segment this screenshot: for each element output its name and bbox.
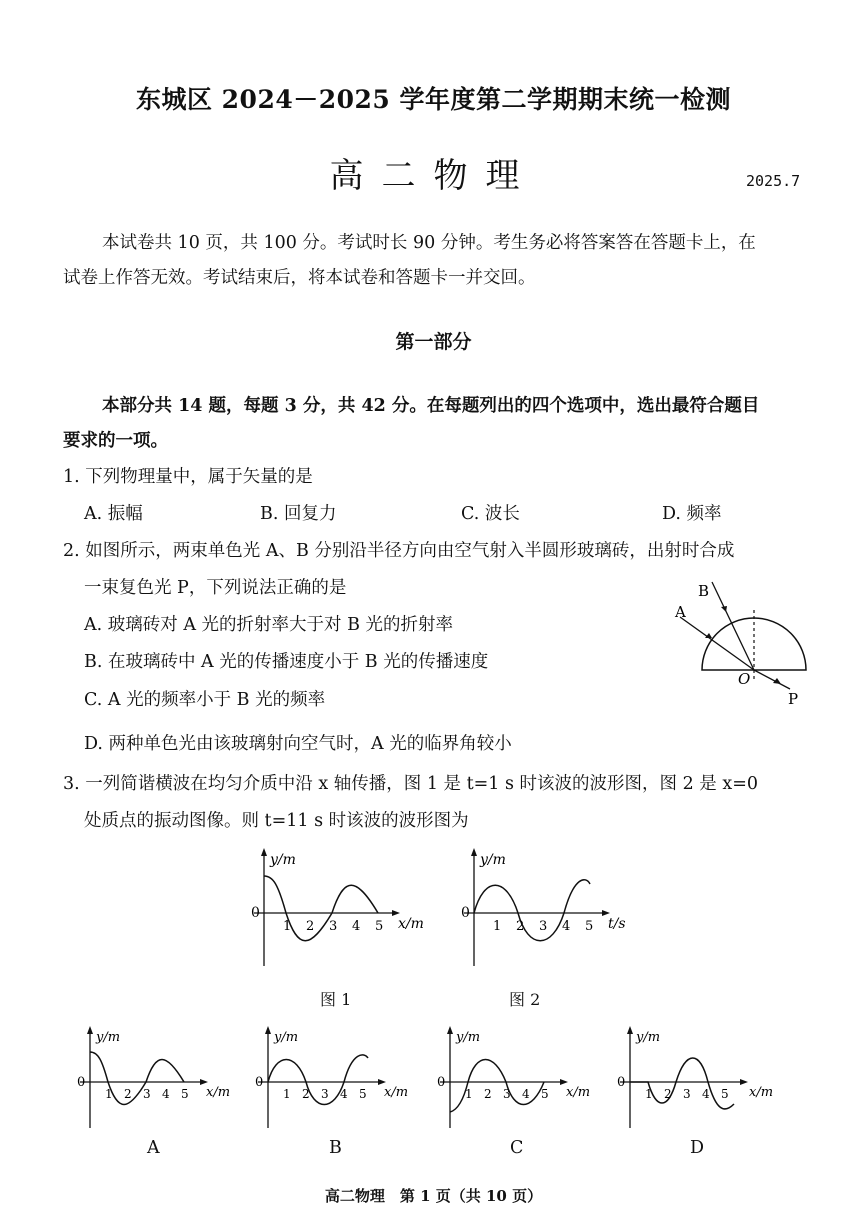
tick-4: 4 xyxy=(340,1087,348,1101)
origin-label: 0 xyxy=(77,1075,86,1090)
q2-option-a: A. 玻璃砖对 A 光的折射率大于对 B 光的折射率 xyxy=(84,615,454,635)
label-a: A xyxy=(675,603,686,621)
t-label: t/s xyxy=(608,916,626,932)
tick-3: 3 xyxy=(503,1087,511,1101)
y-axis-arrow xyxy=(87,1026,93,1034)
exam-title: 东城区 2024－2025 学年度第二学期期末统一检测 xyxy=(135,85,732,114)
q3-stem-2: 处质点的振动图像。则 t=11 s 时该波的波形图为 xyxy=(84,811,469,831)
section-instructions-2: 要求的一项。 xyxy=(63,431,168,451)
y-axis-arrow xyxy=(471,848,477,856)
y-axis-arrow xyxy=(447,1026,453,1034)
tick-5: 5 xyxy=(541,1087,549,1101)
q1-option-d: D. 频率 xyxy=(662,504,722,524)
y-label: y/m xyxy=(636,1030,661,1045)
tick-2: 2 xyxy=(302,1087,310,1101)
q3-choice-b-graph xyxy=(250,1024,420,1134)
tick-2: 2 xyxy=(484,1087,492,1101)
tick-3: 3 xyxy=(321,1087,329,1101)
q3-stem-1: 3. 一列简谐横波在均匀介质中沿 x 轴传播，图 1 是 t=1 s 时该波的波形图，图 2 是 x=0 xyxy=(63,774,758,794)
wave-curve xyxy=(264,876,378,941)
x-label: x/m xyxy=(206,1085,231,1100)
ray-b xyxy=(712,582,754,670)
tick-1: 1 xyxy=(105,1087,113,1101)
q3-fig1-caption: 图 1 xyxy=(320,990,352,1009)
tick-2: 2 xyxy=(664,1087,672,1101)
q3-fig2-vibration xyxy=(456,846,646,971)
q2-glass-brick-figure xyxy=(660,572,820,712)
q2-stem-2: 一束复色光 P，下列说法正确的是 xyxy=(84,578,347,598)
tick-5: 5 xyxy=(181,1087,189,1101)
tick-3: 3 xyxy=(683,1087,691,1101)
origin-label: 0 xyxy=(437,1075,446,1090)
wave-curve xyxy=(630,1058,734,1109)
y-label: y/m xyxy=(274,1030,299,1045)
q1-option-c: C. 波长 xyxy=(461,504,520,524)
x-label: x/m xyxy=(398,916,424,932)
q3-choice-a-label: A xyxy=(147,1138,160,1158)
tick-3: 3 xyxy=(143,1087,151,1101)
tick-3: 3 xyxy=(539,919,548,934)
tick-5: 5 xyxy=(585,919,594,934)
x-label: x/m xyxy=(384,1085,409,1100)
tick-2: 2 xyxy=(516,919,525,934)
y-axis-arrow xyxy=(265,1026,271,1034)
subject-title: 高二物理 xyxy=(329,156,538,196)
tick-5: 5 xyxy=(721,1087,729,1101)
y-axis-arrow xyxy=(261,848,267,856)
x-axis-arrow xyxy=(740,1079,748,1085)
label-b: B xyxy=(698,582,710,600)
tick-2: 2 xyxy=(306,919,315,934)
q3-choice-a-graph xyxy=(72,1024,242,1134)
q1-option-b: B. 回复力 xyxy=(260,504,337,524)
q3-fig2-caption: 图 2 xyxy=(509,990,541,1009)
tick-1: 1 xyxy=(465,1087,473,1101)
y-axis-arrow xyxy=(627,1026,633,1034)
y-label: y/m xyxy=(270,852,296,868)
tick-3: 3 xyxy=(329,919,338,934)
label-p: P xyxy=(788,690,799,708)
q3-choice-d-graph xyxy=(612,1024,787,1134)
tick-1: 1 xyxy=(283,1087,291,1101)
origin-label: 0 xyxy=(251,905,260,921)
tick-4: 4 xyxy=(162,1087,170,1101)
exam-date: 2025.7 xyxy=(746,172,801,190)
y-label: y/m xyxy=(456,1030,481,1045)
intro-line-2: 试卷上作答无效。考试结束后，将本试卷和答题卡一并交回。 xyxy=(63,268,536,288)
vibration-curve xyxy=(474,880,590,941)
q3-choice-c-graph xyxy=(432,1024,602,1134)
origin-label: 0 xyxy=(461,905,470,921)
tick-4: 4 xyxy=(522,1087,530,1101)
x-label: x/m xyxy=(566,1085,591,1100)
ray-a xyxy=(680,617,754,670)
q3-choice-b-label: B xyxy=(329,1138,342,1158)
q1-stem: 1. 下列物理量中，属于矢量的是 xyxy=(63,467,313,487)
y-label: y/m xyxy=(96,1030,121,1045)
origin-label: 0 xyxy=(255,1075,264,1090)
tick-4: 4 xyxy=(352,919,361,934)
tick-4: 4 xyxy=(562,919,571,934)
q1-option-a: A. 振幅 xyxy=(84,504,143,524)
wave-curve xyxy=(450,1060,544,1113)
q2-option-d: D. 两种单色光由该玻璃射向空气时，A 光的临界角较小 xyxy=(84,734,512,754)
tick-2: 2 xyxy=(124,1087,132,1101)
y-label: y/m xyxy=(480,852,506,868)
page-footer: 高二物理 第 1 页（共 10 页） xyxy=(324,1187,543,1205)
ray-b-arrow xyxy=(721,606,727,612)
x-label: x/m xyxy=(749,1085,774,1100)
q2-option-c: C. A 光的频率小于 B 光的频率 xyxy=(84,690,326,710)
q3-choice-d-label: D xyxy=(690,1138,705,1158)
ray-p xyxy=(754,670,790,689)
tick-1: 1 xyxy=(645,1087,653,1101)
q3-fig1-waveform xyxy=(246,846,436,971)
tick-5: 5 xyxy=(375,919,384,934)
tick-1: 1 xyxy=(493,919,502,934)
intro-line-1: 本试卷共 10 页，共 100 分。考试时长 90 分钟。考生务必将答案答在答题卡上，在 xyxy=(102,233,756,253)
tick-5: 5 xyxy=(359,1087,367,1101)
q3-choice-c-label: C xyxy=(510,1138,524,1158)
q2-stem-1: 2. 如图所示，两束单色光 A、B 分别沿半径方向由空气射入半圆形玻璃砖，出射时合成 xyxy=(63,541,735,561)
section-instructions-1: 本部分共 14 题，每题 3 分，共 42 分。在每题列出的四个选项中，选出最符合题目 xyxy=(102,396,760,416)
q2-option-b: B. 在玻璃砖中 A 光的传播速度小于 B 光的传播速度 xyxy=(84,652,489,672)
tick-4: 4 xyxy=(702,1087,710,1101)
tick-1: 1 xyxy=(283,919,292,934)
origin-label: 0 xyxy=(617,1075,626,1090)
label-o: O xyxy=(738,670,751,688)
section-title: 第一部分 xyxy=(395,331,472,353)
